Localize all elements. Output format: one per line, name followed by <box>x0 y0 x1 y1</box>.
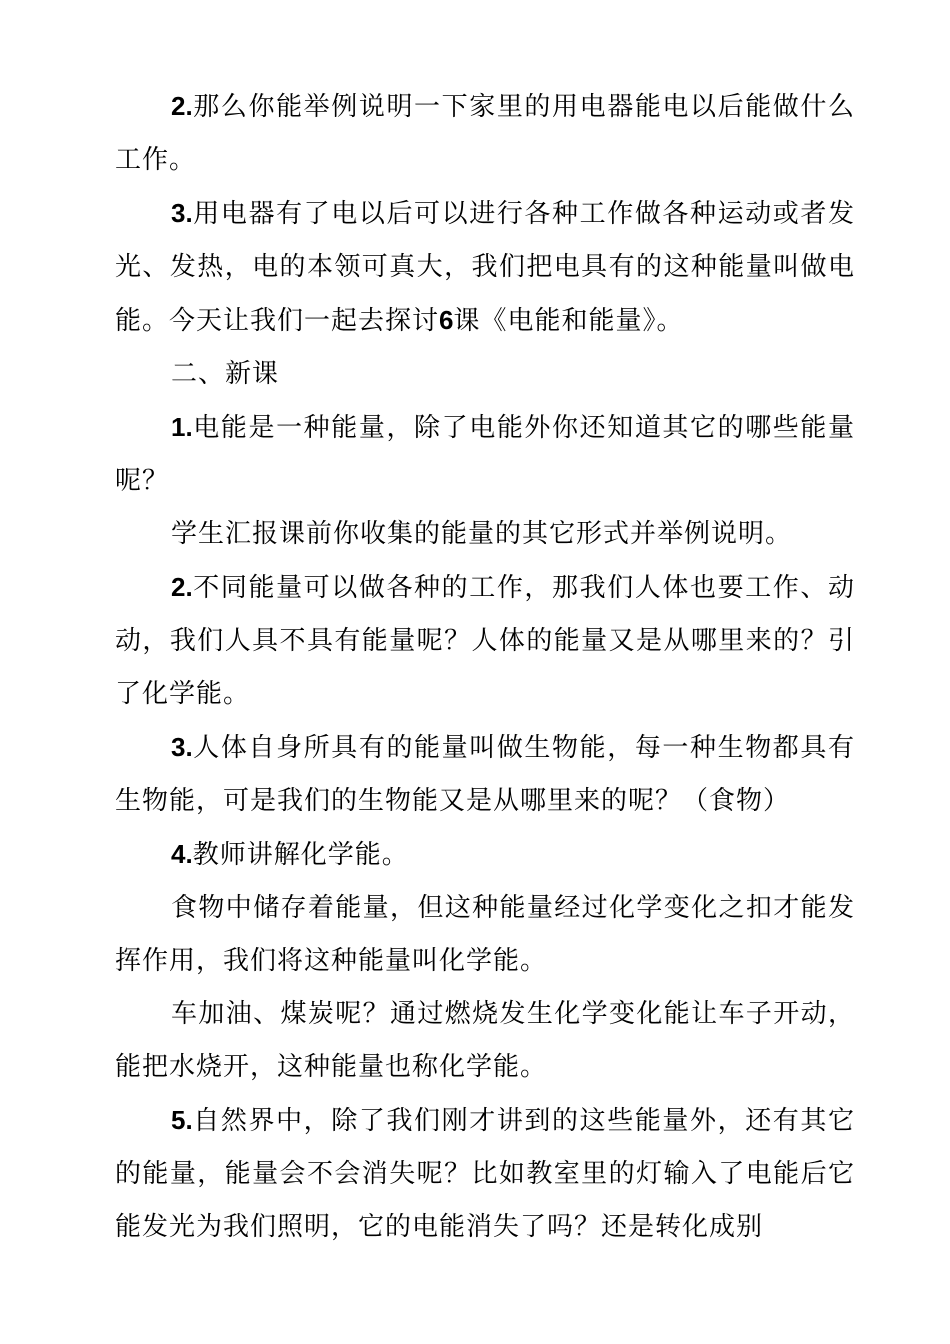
paragraph-number: 3. <box>171 732 193 762</box>
paragraph-student-report <box>115 508 855 561</box>
section-heading-new-lesson <box>115 348 855 401</box>
paragraph-text: 学生汇报课前你收集的能量的其它形式并举例说明。 <box>171 519 793 549</box>
paragraph-text: 不同能量可以做各种的工作，那我们人体也要工作、动动，我们人具不具有能量呢？人体的能量又是从哪里来的？引了化学能。 <box>115 573 855 709</box>
section-heading-text: 二、新课 <box>171 359 280 389</box>
document-page <box>115 80 855 1254</box>
paragraph-text: 车加油、煤炭呢？通过燃烧发生化学变化能让车子开动，能把水烧开，这种能量也称化学能。 <box>115 999 855 1082</box>
paragraph-number: 1. <box>171 412 193 442</box>
paragraph-text: 人体自身所具有的能量叫做生物能，每一种生物都具有生物能，可是我们的生物能又是从哪里来的呢？（食物） <box>115 733 855 816</box>
paragraph-number: 3. <box>171 198 193 228</box>
paragraph-item-3 <box>115 721 855 828</box>
paragraph-number: 4. <box>171 839 193 869</box>
paragraph-item-4 <box>115 828 855 882</box>
paragraph-item-5 <box>115 1094 855 1254</box>
paragraph-number: 5. <box>171 1105 193 1135</box>
paragraph-text: 用电器有了电以后可以进行各种工作做各种运动或者发光、发热，电的本领可真大，我们把电具有的这种能量叫做电能。今天让我们一起去探讨 <box>115 199 855 336</box>
paragraph-fuel-energy <box>115 988 855 1094</box>
paragraph-item-2 <box>115 561 855 721</box>
paragraph-food-energy <box>115 882 855 988</box>
paragraph-item-1 <box>115 401 855 508</box>
paragraph-number: 2. <box>171 91 193 121</box>
paragraph-number: 2. <box>171 572 193 602</box>
paragraph-text: 那么你能举例说明一下家里的用电器能电以后能做什么工作。 <box>115 92 855 175</box>
paragraph-text-after: 课《电能和能量》。 <box>453 306 684 336</box>
paragraph-text: 教师讲解化学能。 <box>192 840 409 870</box>
paragraph-question-2 <box>115 80 855 187</box>
lesson-number: 6 <box>439 305 454 335</box>
paragraph-text: 自然界中，除了我们刚才讲到的这些能量外，还有其它的能量，能量会不会消失呢？比如教室里的灯输入了电能后它能发光为我们照明，它的电能消失了吗？还是转化成别 <box>115 1106 855 1242</box>
paragraph-text: 电能是一种能量，除了电能外你还知道其它的哪些能量呢？ <box>115 413 855 496</box>
paragraph-text: 食物中储存着能量，但这种能量经过化学变化之扣才能发挥作用，我们将这种能量叫化学能。 <box>115 893 855 976</box>
paragraph-question-3 <box>115 187 855 348</box>
